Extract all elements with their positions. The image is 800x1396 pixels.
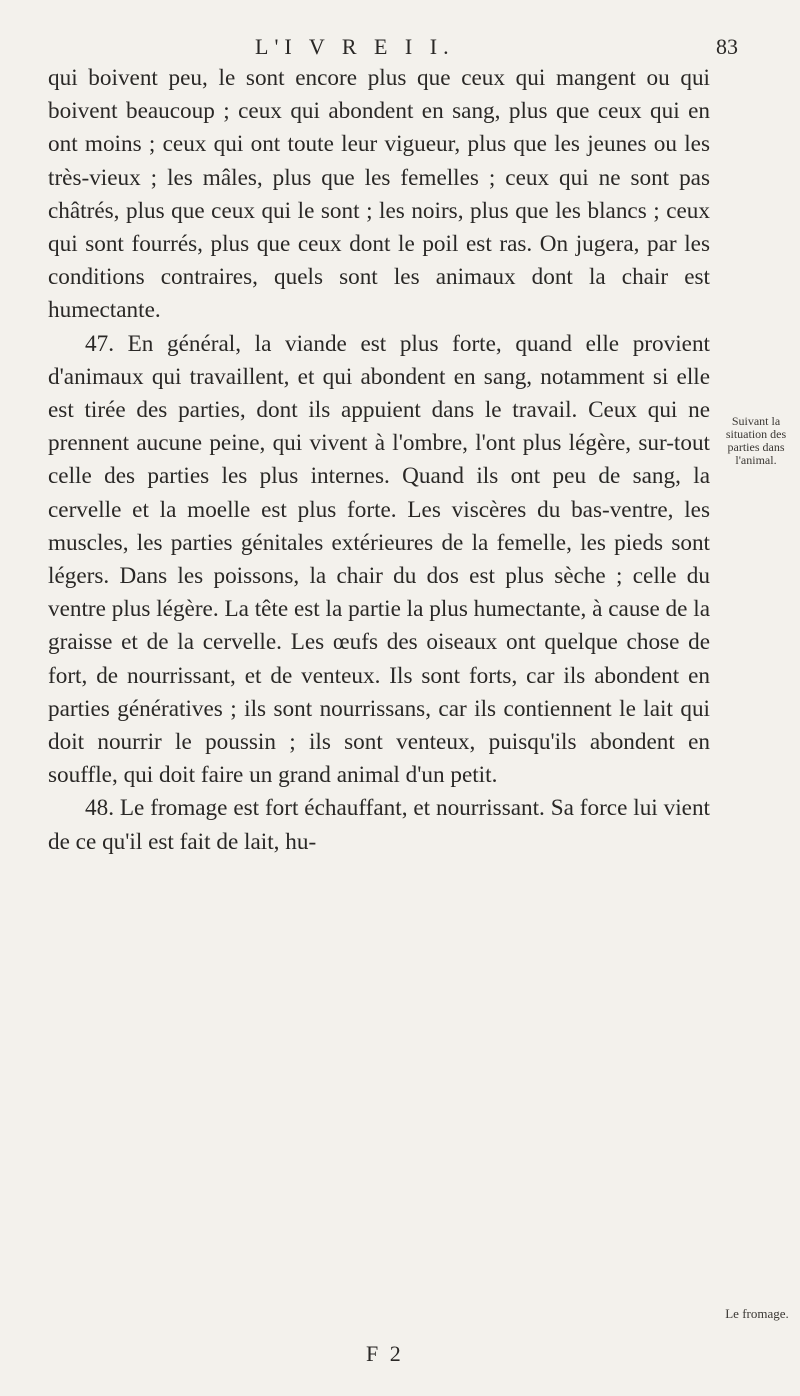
margin-note-situation: Suivant la situation des parties dans l'animal. [725,414,787,467]
paragraph-3: 48. Le fromage est fort échauffant, et nourrissant. Sa force lui vient de ce qu'il est fait de lait, hu- [48,795,710,855]
page-number: 83 [716,34,738,59]
signature-mark: F 2 [366,1341,404,1366]
margin-note-fromage: Le fromage. [725,1306,789,1321]
running-head: L'I V R E I I. [255,34,455,59]
paragraph-2: 47. En général, la viande est plus forte, quand elle provient d'animaux qui travaillent, et qui abondent en sang, notamment si elle est tirée des parties, dont ils appuient dans le travail. Ceux qui ne prennent aucune peine, qui vivent à l'ombre, l'ont plus légère, sur-tout celle des parties les plus internes. Quand ils ont peu de sang, la cervelle et la moelle est plus forte. Les viscères du bas-ventre, les muscles, les parties génitales extérieures de la femelle, les pieds sont légers. Dans les poissons, la chair du dos est plus sèche ; celle du ventre plus légère. La tête est la partie la plus humectante, à cause de la graisse et de la cervelle. Les œufs des oiseaux ont quelque chose de fort, de nourrissant, et de venteux. Ils sont forts, car ils abondent en parties génératives ; ils sont nourrissans, car ils contiennent le lait qui doit nourrir le poussin ; ils sont venteux, puisqu'ils abondent en souffle, qui doit faire un grand animal d'un petit. [48,330,710,789]
body-text [48,62,710,859]
paragraph-1: qui boivent peu, le sont encore plus que ceux qui mangent ou qui boivent beaucoup ; ceux qui abondent en sang, plus que ceux qui en ont moins ; ceux qui ont toute leur vigueur, plus que les jeunes ou les très-vieux ; les mâles, plus que les femelles ; ceux qui ne sont pas châtrés, plus que ceux qui le sont ; les noirs, plus que les blancs ; ceux qui sont fourrés, plus que ceux dont le poil est ras. On jugera, par les conditions contraires, quels sont les animaux dont la chair est humectante. [48,65,710,324]
